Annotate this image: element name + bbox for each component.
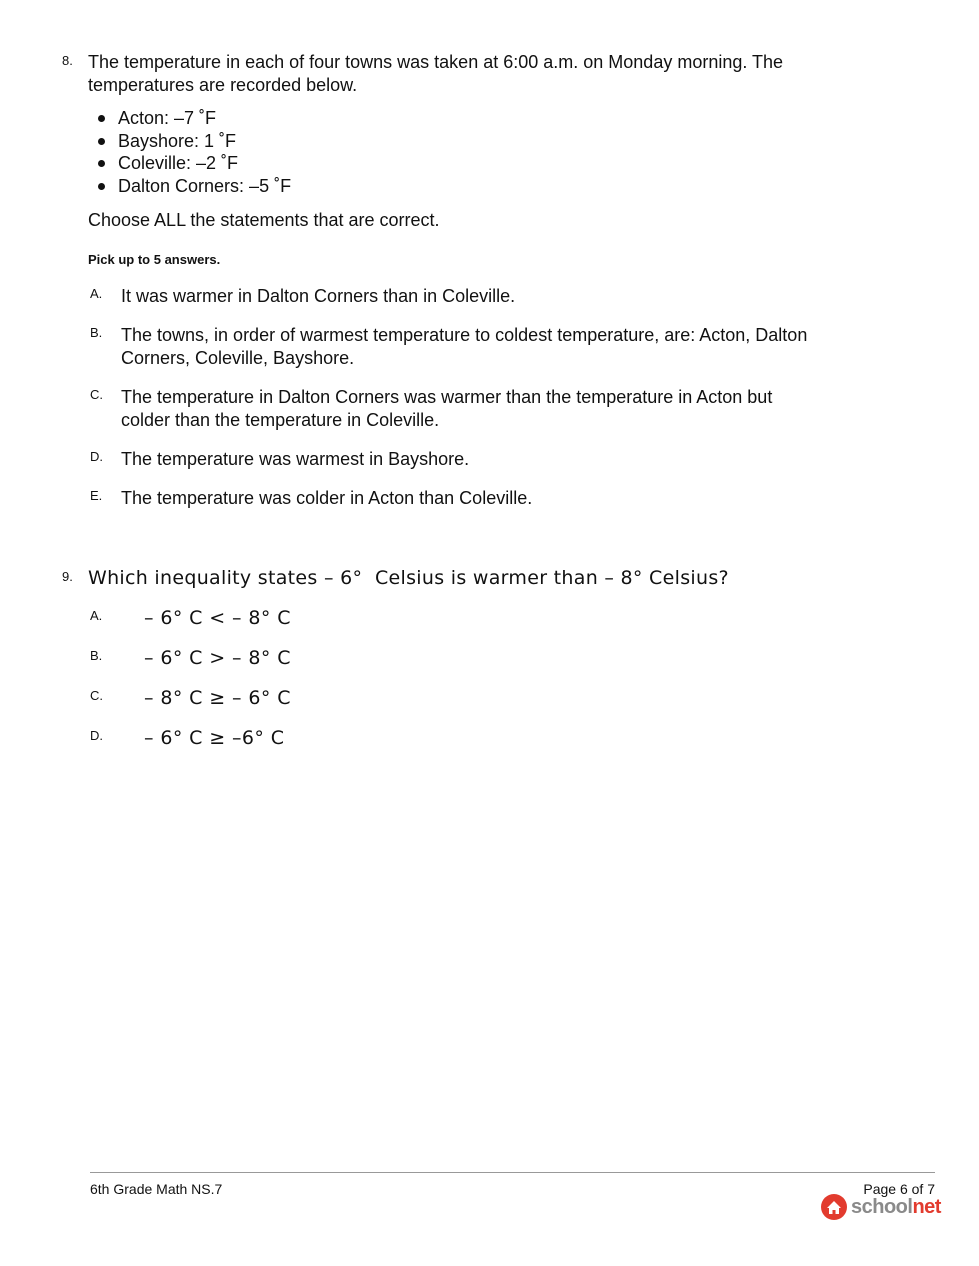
option-text: The towns, in order of warmest temperature to coldest temperature, are: Acton, Dalton Corners, Coleville, Bayshore. <box>121 325 808 368</box>
footer-page-number: Page 6 of 7 <box>863 1181 935 1197</box>
temperature-list <box>88 107 822 197</box>
question-8 <box>62 51 822 526</box>
option-letter: B. <box>90 325 103 340</box>
option-letter: C. <box>90 387 103 402</box>
answer-hint: Pick up to 5 answers. <box>88 252 221 267</box>
option-text: The temperature was colder in Acton than Coleville. <box>121 488 533 508</box>
answer-option-b[interactable] <box>88 646 822 670</box>
option-text: – 6° C < – 8° C <box>144 607 291 629</box>
list-item: Bayshore: 1 ˚F <box>88 130 822 153</box>
footer-course-title: 6th Grade Math NS.7 <box>90 1181 223 1197</box>
schoolnet-logo <box>820 1193 941 1221</box>
question-number: 8. <box>62 53 73 68</box>
logo-text-school: school <box>851 1195 913 1218</box>
question-text: The temperature in each of four towns was taken at 6:00 a.m. on Monday morning. The temperatures are recorded below. <box>88 52 784 95</box>
answer-options <box>88 606 822 750</box>
question-9 <box>62 566 822 766</box>
option-text: It was warmer in Dalton Corners than in Coleville. <box>121 286 516 306</box>
answer-option-e[interactable] <box>88 487 822 510</box>
option-text: – 6° C ≥ –6° C <box>144 727 285 749</box>
option-letter: E. <box>90 488 103 503</box>
list-item: Dalton Corners: –5 ˚F <box>88 175 822 198</box>
answer-option-a[interactable] <box>88 285 822 308</box>
option-text: – 6° C > – 8° C <box>144 647 291 669</box>
house-icon <box>820 1193 848 1221</box>
option-letter: D. <box>90 449 103 464</box>
logo-text-net: net <box>912 1195 941 1218</box>
option-letter: D. <box>90 728 103 743</box>
answer-options <box>88 285 822 510</box>
question-text: Which inequality states – 6° Celsius is warmer than – 8° Celsius? <box>88 567 729 589</box>
answer-option-d[interactable] <box>88 448 822 471</box>
answer-option-d[interactable] <box>88 726 822 750</box>
answer-option-a[interactable] <box>88 606 822 630</box>
list-item: Acton: –7 ˚F <box>88 107 822 130</box>
option-text: The temperature was warmest in Bayshore. <box>121 449 470 469</box>
option-text: – 8° C ≥ – 6° C <box>144 687 291 709</box>
answer-option-b[interactable] <box>88 324 822 370</box>
list-item: Coleville: –2 ˚F <box>88 152 822 175</box>
option-letter: A. <box>90 608 103 623</box>
answer-option-c[interactable] <box>88 386 822 432</box>
option-text: The temperature in Dalton Corners was warmer than the temperature in Acton but colder than the temperature in Coleville. <box>121 387 773 430</box>
question-prompt: Choose ALL the statements that are correct. <box>88 210 440 230</box>
logo-wordmark <box>851 1196 941 1219</box>
option-letter: B. <box>90 648 103 663</box>
question-number: 9. <box>62 569 73 584</box>
footer-divider <box>90 1172 935 1173</box>
option-letter: C. <box>90 688 103 703</box>
option-letter: A. <box>90 286 103 301</box>
answer-option-c[interactable] <box>88 686 822 710</box>
